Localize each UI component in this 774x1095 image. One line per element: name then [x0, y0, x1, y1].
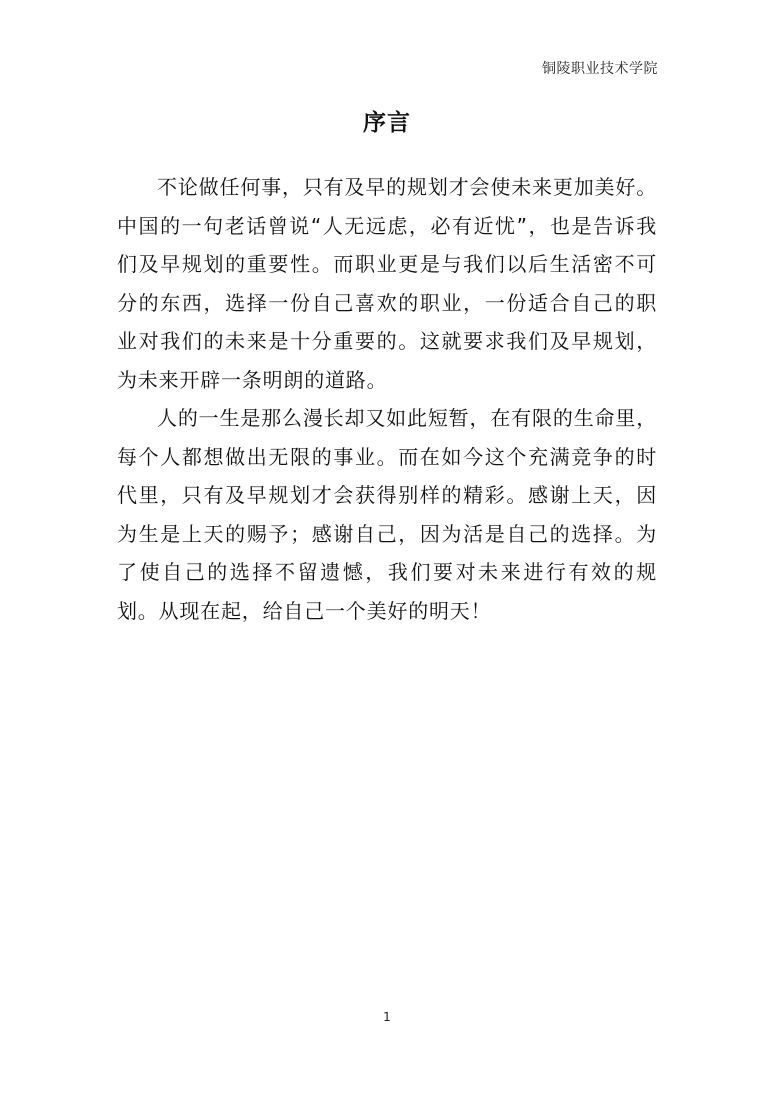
paragraph-1: 不论做任何事，只有及早的规划才会使未来更加美好。中国的一句老话曾说“人无远虑，必有近忧”，也是告诉我们及早规划的重要性。而职业更是与我们以后生活密不可分的东西，选择一份自己喜欢的职业，一份适合自己的职业对我们的未来是十分重要的。这就要求我们及早规划，为未来开辟一条明朗的道路。 — [117, 175, 657, 392]
page-title: 序言 — [363, 110, 411, 136]
body-text — [117, 168, 657, 630]
page-number: 1 — [383, 1010, 391, 1024]
paragraph-2: 人的一生是那么漫长却又如此短暂，在有限的生命里，每个人都想做出无限的事业。而在如今这个充满竞争的时代里，只有及早规划才会获得别样的精彩。感谢上天，因为生是上天的赐予；感谢自己，因为活是自己的选择。为了使自己的选择不留遗憾，我们要对未来进行有效的规划。从现在起，给自己一个美好的明天！ — [117, 406, 657, 623]
header-institution-name: 铜陵职业技术学院 — [542, 61, 658, 77]
header-divider — [116, 80, 658, 81]
